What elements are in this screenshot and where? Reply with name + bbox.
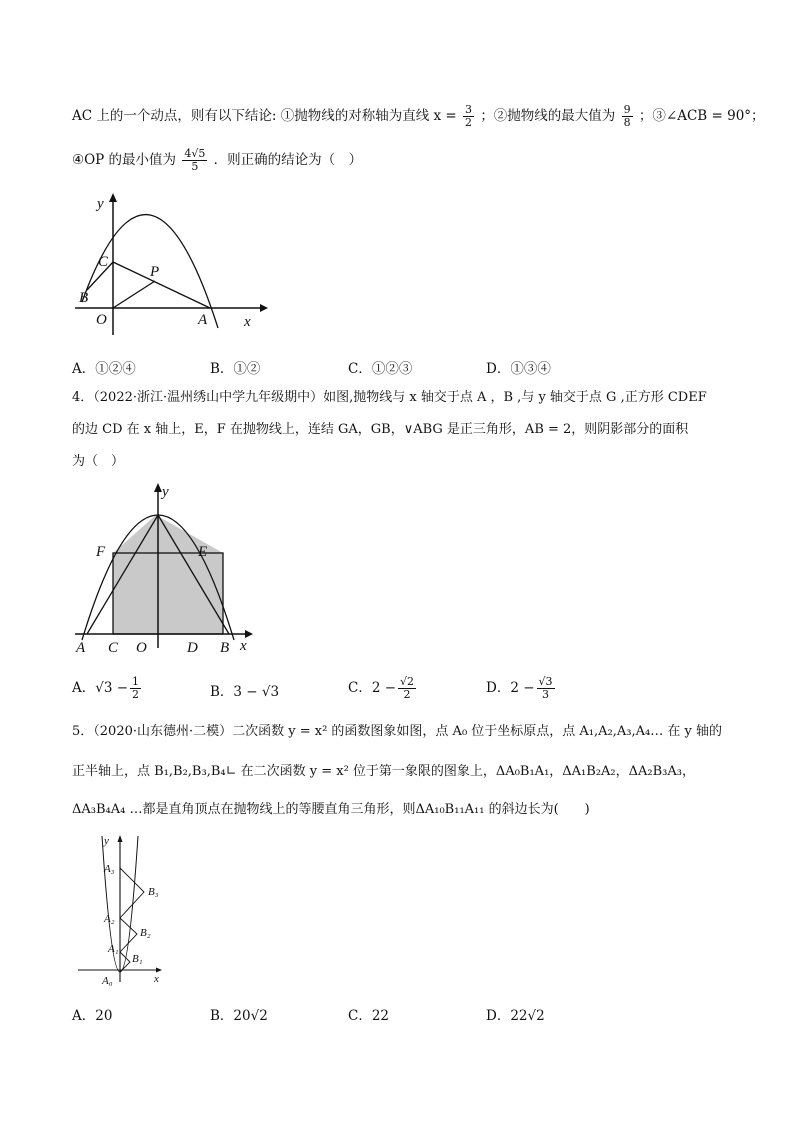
q4-text-line-2: 的边 CD 在 x 轴上，E，F 在抛物线上，连结 GA，GB，∨ABG 是正三角形，AB = 2，则阴影部分的面积 [72,422,689,437]
q5-label-A1: A₁ [108,943,119,955]
q5-x-arrow [156,968,162,973]
q5-label-y: y [104,835,109,847]
q5-option-b[interactable]: B．20√2 [210,1008,268,1024]
q3-fraction-9-8: $\frac{9}{8}$ [623,103,631,129]
q5-label-A2: A₂ [104,913,115,925]
q4-label-F: F [96,544,106,560]
q3-segment-OP [113,281,155,308]
q3-line1-part-c: ；③∠ACB = 90°； [638,108,765,124]
q3-fraction-4root5-5: $\frac{4√5}{5}$ [184,147,206,173]
q4-option-c[interactable]: C．2 − $\frac{√2}{2}$ [348,675,415,701]
q4-y-arrow [154,483,162,492]
q4-text-line-3: 为（ ） [72,454,125,469]
q4-option-a[interactable]: A．√3 − $\frac{1}{2}$ [72,675,140,701]
q4-option-d[interactable]: D．2 − $\frac{√3}{3}$ [486,675,553,701]
q4-x-arrow [245,630,253,638]
q3-x-arrow [260,304,268,312]
q5-text-line-1: 5．（2020·山东德州·二模）二次函数 y = x² 的函数图象如图，点 A₀ 位于坐标原点，点 A₁,A₂,A₃,A₄… 在 y 轴的 [72,724,722,739]
q5-option-d[interactable]: D．22√2 [486,1008,545,1024]
q4-label-E: E [198,544,208,560]
q5-y-arrow [118,835,123,842]
q4-label-O: O [136,640,147,656]
q3-label-P: P [150,264,160,280]
q5-option-a[interactable]: A．20 [72,1008,113,1024]
q3-text-line-1 [72,104,765,129]
q3-option-a[interactable]: A．①②④ [72,361,136,377]
q3-line1-part-a: AC 上的一个动点，则有以下结论: ①抛物线的对称轴为直线 x = [72,108,457,124]
q3-label-C: C [98,254,109,270]
q3-fraction-3-2: $\frac{3}{2}$ [465,103,473,129]
q3-parabola-figure [70,190,270,340]
q3-text-line-2 [72,148,362,173]
q3-label-A: A [198,312,208,328]
q3-y-arrow [109,193,117,202]
q4-label-A: A [76,640,86,656]
q3-line1-part-b: ；②抛物线的最大值为 [480,108,616,124]
q3-option-d[interactable]: D．①③④ [486,361,551,377]
q3-line2-part-b: ．则正确的结论为（ ） [213,152,363,168]
q4-label-C: C [108,640,119,656]
q5-triangle-2 [120,918,137,952]
q5-label-B3: B₃ [148,886,159,898]
q5-text-line-3: ΔA₃B₄A₄ …都是直角顶点在抛物线上的等腰直角三角形，则ΔA₁₀B₁₁A₁₁ 的斜边长为( ) [72,802,590,817]
q3-option-b[interactable]: B．①② [210,361,261,377]
q3-label-O: O [96,312,107,328]
q3-label-x: x [244,314,251,330]
q4-option-b[interactable]: B．3 − √3 [210,684,280,700]
q5-label-x: x [154,973,159,985]
q3-label-B: B [79,290,89,306]
q5-label-A0: A₀ [102,975,113,987]
q3-option-c[interactable]: C．①②③ [348,361,413,377]
q5-nested-triangles-figure [76,832,176,992]
q4-label-D: D [187,640,198,656]
q5-text-line-2: 正半轴上，点 B₁,B₂,B₃,B₄∟ 在二次函数 y = x² 位于第一象限的图象上，ΔA₀B₁A₁，ΔA₁B₂A₂，ΔA₂B₃A₃， [72,764,695,779]
q4-label-x: x [240,638,247,654]
q5-option-c[interactable]: C．22 [348,1008,390,1024]
q4-label-y: y [162,484,169,500]
q5-label-A3: A₃ [104,863,115,875]
q4-parabola-square-figure [70,480,270,660]
q4-text-line-1: 4．（2022·浙江·温州绣山中学九年级期中）如图,抛物线与 x 轴交于点 A ，B ,与 y 轴交于点 G ,正方形 CDEF [72,390,707,405]
q5-label-B2: B₂ [140,927,151,939]
q5-label-B1: B₁ [132,953,143,965]
q3-line2-part-a: ④OP 的最小值为 [72,152,177,168]
q3-label-y: y [97,196,104,212]
q4-label-B: B [220,640,230,656]
